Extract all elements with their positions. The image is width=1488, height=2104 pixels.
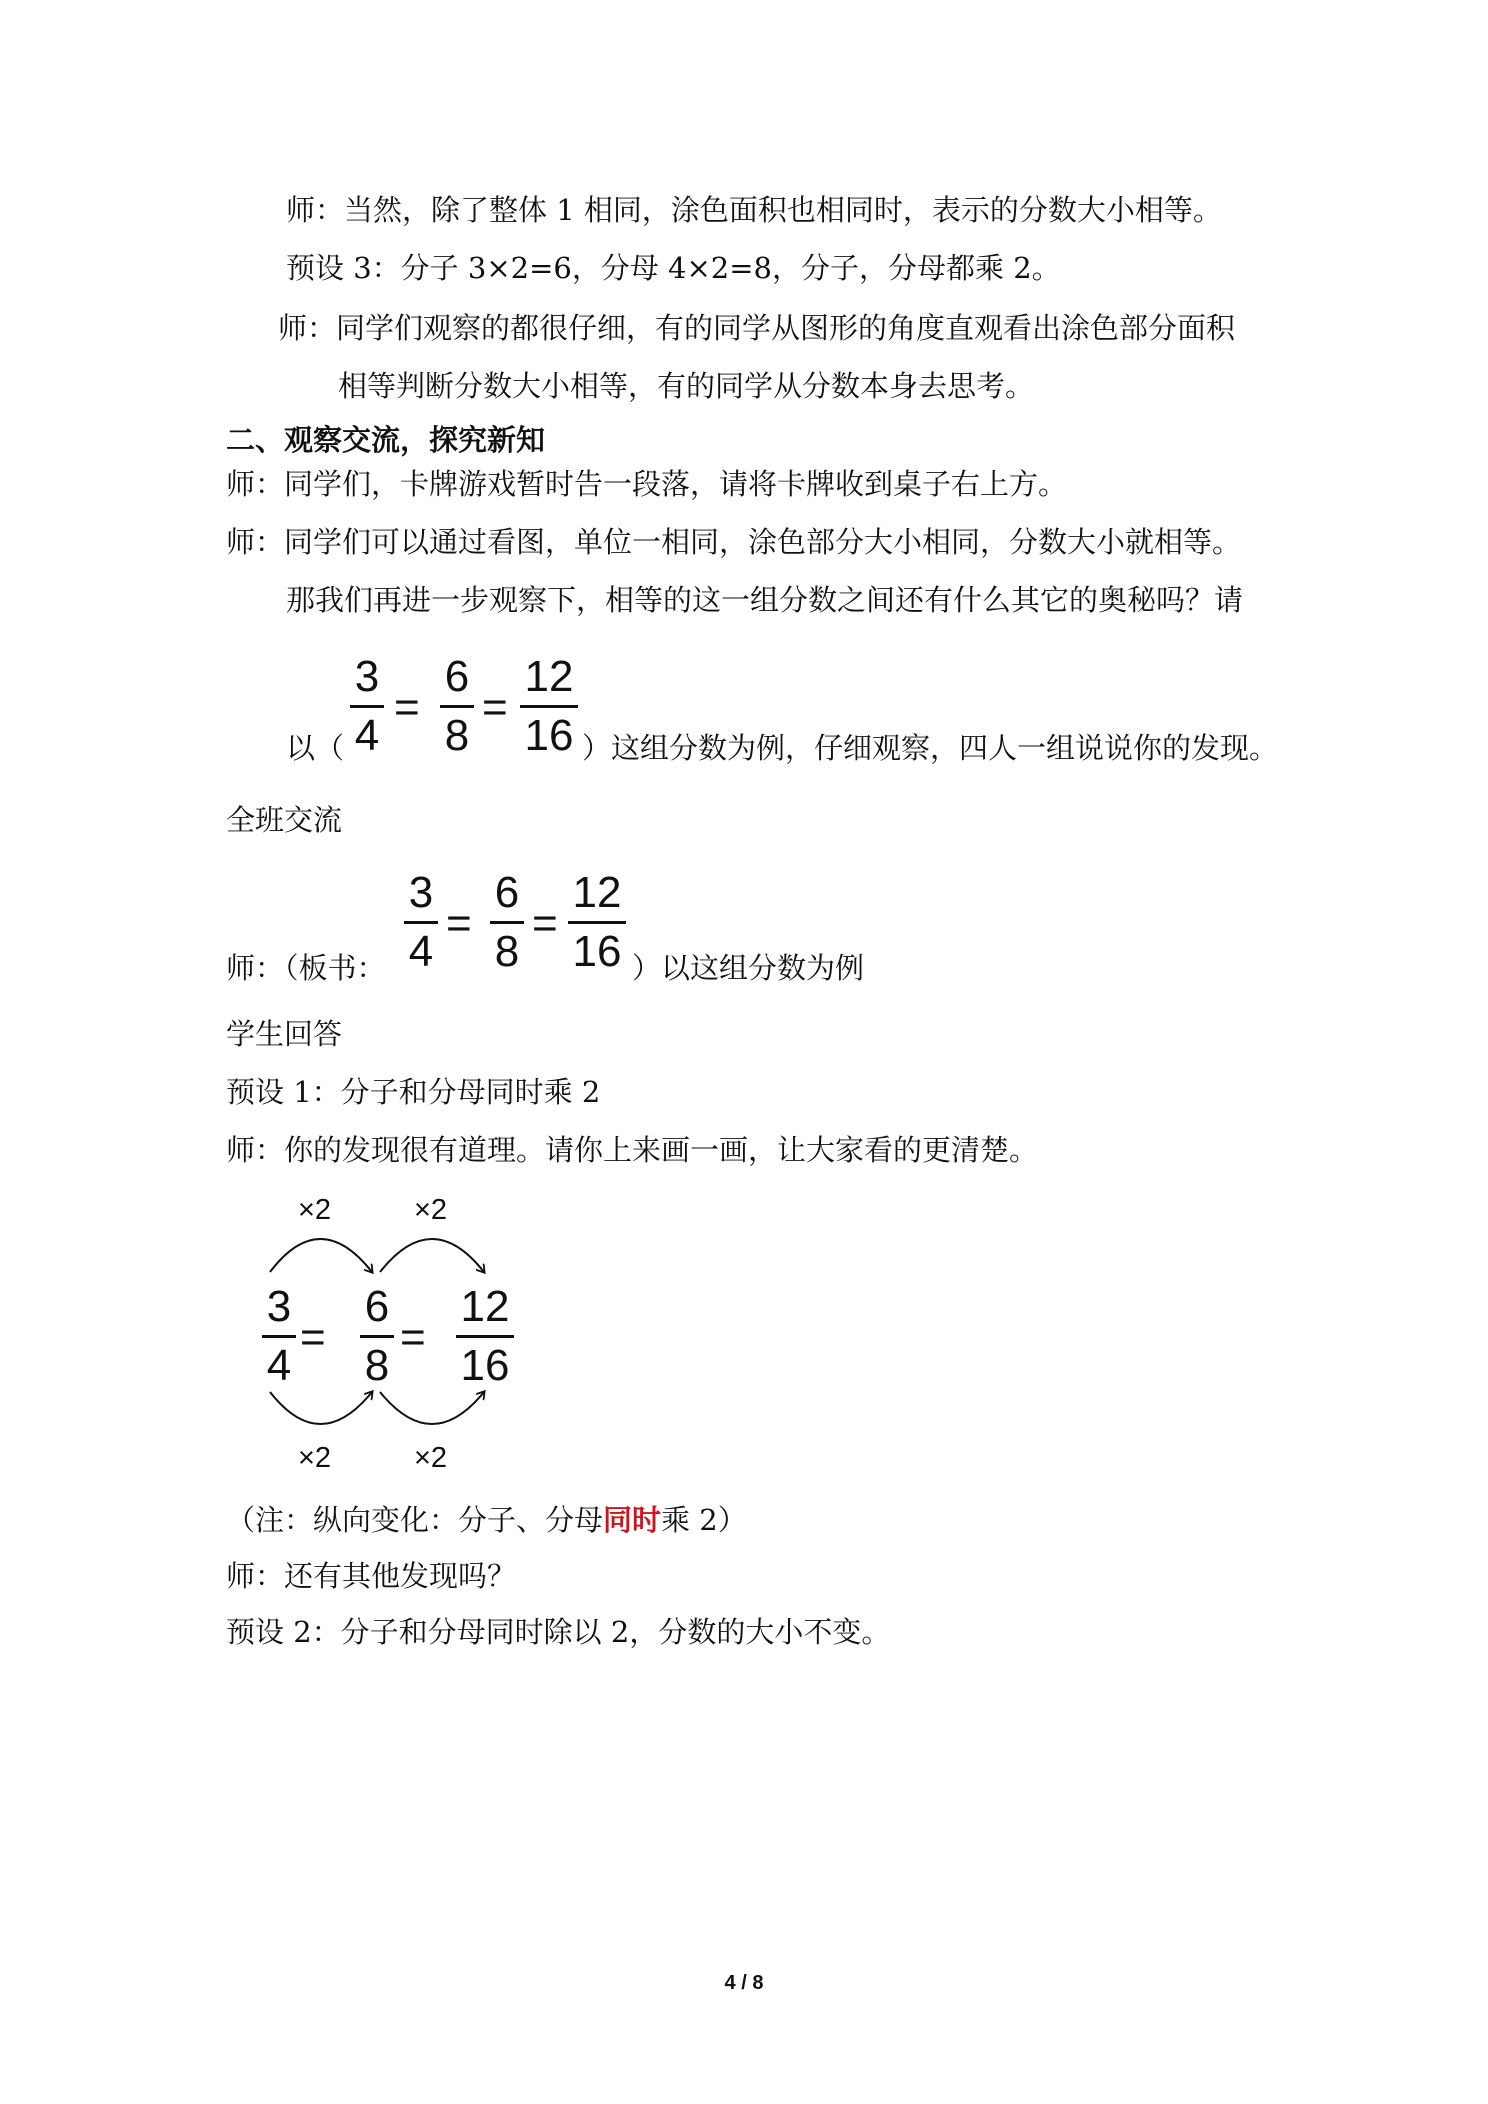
paragraph-teacher-2a: 师：同学们观察的都很仔细，有的同学从图形的角度直观看出涂色部分面积 [278,311,1236,345]
fraction-denominator: 4 [408,927,434,976]
arc-top-1 [270,1239,372,1272]
fraction-numerator: 3 [266,1282,292,1331]
paragraph-preset-3: 预设 3：分子 3×2=6，分母 4×2=8，分子，分母都乘 2。 [286,251,1061,285]
paragraph-teacher-3: 师：同学们，卡牌游戏暂时告一段落，请将卡牌收到桌子右上方。 [226,467,1068,501]
paragraph-example-prefix: 以（ [286,731,345,765]
paragraph-teacher-1: 师：当然，除了整体 1 相同，涂色面积也相同时，表示的分数大小相等。 [286,193,1222,227]
label-top-2: ×2 [414,1194,448,1226]
paragraph-teacher-6: 师：你的发现很有道理。请你上来画一画，让大家看的更清楚。 [226,1133,1039,1167]
fraction-numerator: 3 [408,868,434,917]
paragraph-student-answer: 学生回答 [226,1017,343,1051]
label-bottom-1: ×2 [298,1442,332,1474]
paragraph-board-prefix: 师：（板书： [226,951,386,985]
equals-sign: = [532,899,558,948]
page-number: 4 / 8 [724,1972,764,1994]
diagram-fraction-1 [262,1280,296,1393]
fraction-denominator: 8 [494,927,520,976]
section-heading: 二、观察交流，探究新知 [226,423,546,457]
fraction-denominator: 8 [444,711,470,760]
equals-sign: = [482,683,508,732]
fraction-denominator: 4 [354,711,380,760]
equals-sign: = [446,899,472,948]
paragraph-teacher-5: 那我们再进一步观察下，相等的这一组分数之间还有什么其它的奥秘吗？请 [286,583,1244,617]
equals-sign: = [300,1313,326,1362]
paragraph-example-suffix: ）这组分数为例，仔细观察，四人一组说说你的发现。 [582,731,1279,765]
diagram-fraction-3 [456,1280,514,1393]
fraction-numerator: 6 [444,652,470,701]
arc-bottom-1 [270,1392,372,1424]
equals-sign: = [400,1313,426,1362]
fraction-bar [456,1335,514,1338]
paragraph-class-discussion: 全班交流 [226,803,343,837]
fraction-numerator: 12 [524,652,574,701]
paragraph-teacher-4: 师：同学们可以通过看图，单位一相同，涂色部分大小相同，分数大小就相等。 [226,525,1242,559]
label-top-1: ×2 [298,1194,332,1226]
fraction-numerator: 6 [364,1282,390,1331]
note-suffix: 乘 2） [661,1503,747,1537]
note-emphasis: 同时 [603,1503,662,1537]
fraction-numerator: 6 [494,868,520,917]
arc-top-2 [380,1239,484,1272]
paragraph-teacher-2b: 相等判断分数大小相等，有的同学从分数本身去思考。 [338,369,1035,403]
equals-sign: = [394,683,420,732]
paragraph-note [226,1500,747,1540]
paragraph-board-suffix: ）以这组分数为例 [632,951,865,985]
fraction-bar [262,1335,296,1338]
fraction-denominator: 8 [364,1341,390,1390]
note-prefix: （注：纵向变化：分子、分母 [226,1503,604,1537]
fraction-denominator: 16 [460,1341,510,1390]
paragraph-preset-2: 预设 2：分子和分母同时除以 2，分数的大小不变。 [226,1615,891,1649]
fraction-bar [360,1335,394,1338]
paragraph-teacher-7: 师：还有其他发现吗？ [226,1559,517,1593]
label-bottom-2: ×2 [414,1442,448,1474]
diagram-fraction-2 [360,1280,394,1393]
fraction-denominator: 4 [266,1341,292,1390]
fraction-numerator: 12 [572,868,622,917]
fraction-denominator: 16 [572,927,622,976]
paragraph-preset-1: 预设 1：分子和分母同时乘 2 [226,1075,601,1109]
fraction-numerator: 12 [460,1282,510,1331]
arc-bottom-2 [380,1392,484,1424]
fraction-numerator: 3 [354,652,380,701]
fraction-denominator: 16 [524,711,574,760]
